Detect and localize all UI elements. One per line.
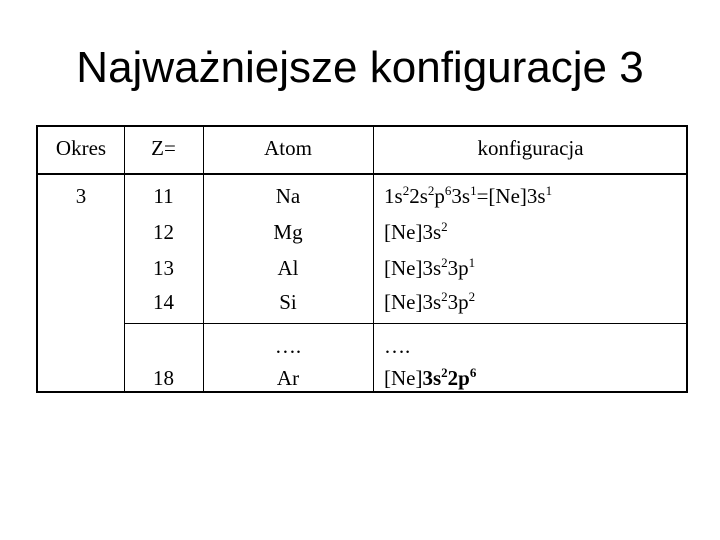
configuration-table <box>36 125 688 393</box>
configuration-ellipsis: …. <box>384 334 411 358</box>
z-value: 11 <box>153 184 174 208</box>
electron-configuration: $1s^22s^2p^63s^1=[Ne]3s^1$ <box>384 183 553 208</box>
atom-symbol: Mg <box>273 220 303 244</box>
z-value: 12 <box>153 220 174 244</box>
electron-configuration: $[Ne]3s^23p^2$ <box>384 289 476 314</box>
header-okres: Okres <box>55 136 107 160</box>
electron-configuration: $[Ne]3s^23p^1$ <box>384 255 476 280</box>
z-value: 14 <box>153 290 174 314</box>
electron-configuration: $[Ne]3s^22p^6$ <box>384 365 477 390</box>
atom-symbol: Al <box>277 256 299 280</box>
z-value: 18 <box>153 366 174 390</box>
header-divider <box>38 173 686 175</box>
atom-symbol: Na <box>275 184 301 208</box>
z-value: 13 <box>153 256 174 280</box>
column-divider <box>373 127 374 391</box>
atom-symbol: Si <box>279 290 297 314</box>
row-divider <box>124 323 686 324</box>
atom-ellipsis: …. <box>274 334 302 358</box>
header-konfiguracja: konfiguracja <box>477 136 584 160</box>
electron-configuration: $[Ne]3s^2$ <box>384 219 448 244</box>
header-atom: Atom <box>264 136 312 160</box>
atom-symbol: Ar <box>276 366 300 390</box>
header-z: Z= <box>151 136 176 160</box>
period-value: 3 <box>75 184 87 208</box>
page-title: Najważniejsze konfiguracje 3 <box>76 43 644 92</box>
